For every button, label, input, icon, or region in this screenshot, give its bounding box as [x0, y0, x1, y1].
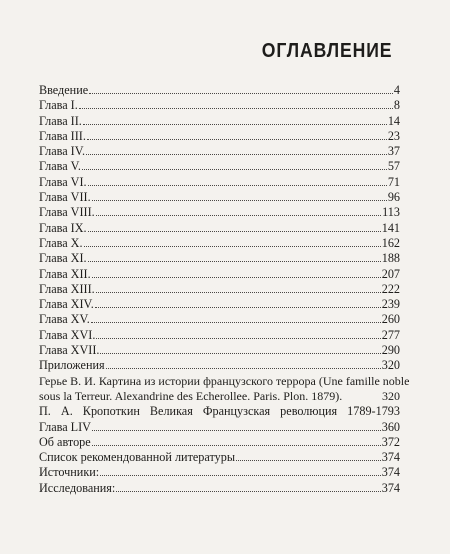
toc-entry-label: Глава I.	[39, 98, 78, 113]
leader-dots	[89, 83, 393, 94]
toc-page-number: 222	[381, 281, 400, 296]
toc-entry	[39, 98, 400, 113]
toc-entry-kropotkin	[39, 404, 400, 419]
toc-entry	[39, 236, 400, 251]
leader-dots	[87, 129, 387, 140]
toc-entry	[39, 358, 400, 373]
toc-page-number: 57	[387, 159, 400, 174]
toc-entry-label: Источники:	[39, 465, 100, 480]
toc-entry	[39, 129, 400, 144]
leader-dots	[83, 114, 387, 125]
toc-entry	[39, 312, 400, 327]
toc-page-number: 37	[387, 144, 400, 159]
toc-entry	[39, 83, 400, 98]
toc-entry	[39, 481, 400, 496]
leader-dots	[236, 450, 381, 461]
toc-page-number: 71	[387, 174, 400, 189]
toc-page-number: 207	[381, 266, 400, 281]
toc-entry-label: Список рекомендованной литературы	[39, 450, 236, 465]
leader-dots	[92, 420, 381, 431]
toc-entry	[39, 328, 400, 343]
toc-entry-label: Глава IX.	[39, 220, 87, 235]
toc-page-number: 239	[381, 297, 400, 312]
toc-entry	[39, 205, 400, 220]
toc-page-number: 8	[393, 98, 400, 113]
toc-entry-label: Глава XV.	[39, 312, 90, 327]
leader-dots	[92, 190, 387, 201]
leader-dots	[96, 282, 381, 293]
leader-dots	[100, 465, 381, 476]
leader-dots	[82, 159, 387, 170]
toc-entry	[39, 251, 400, 266]
toc-entry-label: Об авторе	[39, 434, 91, 449]
toc-page-number: 320	[381, 358, 400, 373]
toc-page-number: 277	[381, 327, 400, 342]
leader-dots	[96, 328, 380, 339]
toc-entry-label: Глава XIII.	[39, 281, 95, 296]
toc-entry-label: Приложения	[39, 358, 105, 373]
leader-dots	[88, 175, 387, 186]
toc-page-number: 290	[381, 343, 400, 358]
toc-entry-label: П. А. Кропоткин Великая Французская революция 1789-1793	[39, 404, 400, 419]
leader-dots	[95, 297, 381, 308]
table-of-contents	[39, 83, 410, 496]
toc-entry-label: Глава IV.	[39, 144, 86, 159]
toc-entry	[39, 282, 400, 297]
toc-entry-label: Глава III.	[39, 128, 86, 143]
toc-entry	[39, 267, 400, 282]
toc-entry	[39, 297, 400, 312]
toc-page-number: 23	[387, 128, 400, 143]
leader-dots	[106, 358, 381, 369]
leader-dots	[79, 98, 393, 109]
leader-dots	[91, 312, 381, 323]
toc-entry	[39, 343, 400, 358]
toc-page-number: 14	[387, 113, 400, 128]
toc-page-number: 96	[387, 190, 400, 205]
toc-page-number: 4	[393, 83, 400, 97]
leader-dots	[96, 205, 381, 216]
toc-entry-label: Глава XII.	[39, 266, 91, 281]
toc-entry-label: Глава XVI.	[39, 327, 96, 342]
toc-entry-label: Глава XI.	[39, 251, 87, 266]
toc-page-number: 141	[381, 220, 400, 235]
toc-page-number: 188	[381, 251, 400, 266]
toc-entry-label: Глава X.	[39, 235, 83, 250]
toc-entry-label: sous la Terreur. Alexandrine des Echerollee. Paris. Plon. 1879).	[39, 388, 343, 403]
leader-dots	[92, 435, 381, 446]
toc-entry-label: Исследования:	[39, 480, 116, 495]
toc-entry	[39, 159, 400, 174]
leader-dots	[88, 221, 381, 232]
leader-dots	[100, 343, 380, 354]
toc-entry-label: Глава V.	[39, 159, 81, 174]
toc-page-number: 374	[381, 465, 400, 480]
toc-page-number: 360	[381, 419, 400, 434]
toc-entry	[39, 114, 400, 129]
toc-entry-label: Глава VIII.	[39, 205, 95, 220]
toc-page-number: 372	[381, 434, 400, 449]
leader-dots	[116, 481, 380, 492]
toc-entry-label: Герье В. И. Картина из истории французского террора (Une famille noble	[39, 373, 410, 388]
toc-entry	[39, 450, 400, 465]
leader-dots	[84, 236, 381, 247]
toc-page-number: 374	[381, 480, 400, 495]
toc-entry	[39, 144, 400, 159]
toc-entry	[39, 190, 400, 205]
toc-entry	[39, 175, 400, 190]
leader-dots	[88, 251, 381, 262]
toc-page-number: 113	[382, 205, 400, 220]
toc-page-number: 374	[381, 450, 400, 465]
leader-dots	[92, 267, 381, 278]
toc-entry-label: Введение	[39, 83, 89, 97]
page-title: ОГЛАВЛЕНИЕ	[261, 40, 392, 62]
toc-entry-label: Глава II.	[39, 113, 82, 128]
toc-entry	[39, 435, 400, 450]
toc-page-number: 320	[382, 388, 400, 403]
toc-entry	[39, 465, 400, 480]
toc-entry	[39, 221, 400, 236]
toc-entry-gerye	[39, 373, 410, 405]
toc-entry-label: Глава LIV	[39, 419, 91, 434]
toc-page-number: 260	[381, 312, 400, 327]
toc-entry	[39, 420, 400, 435]
toc-entry-label: Глава XVII.	[39, 343, 100, 358]
toc-entry-label: Глава VI.	[39, 174, 87, 189]
leader-dots	[86, 144, 387, 155]
toc-entry-label: Глава XIV.	[39, 297, 94, 312]
toc-page-number: 162	[381, 235, 400, 250]
toc-entry-label: Глава VII.	[39, 190, 91, 205]
